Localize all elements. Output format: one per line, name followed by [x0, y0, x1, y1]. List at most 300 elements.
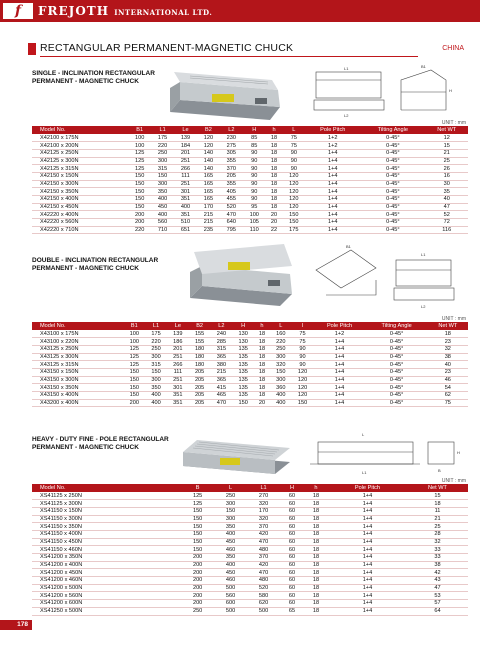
table-cell: 18 [304, 592, 328, 600]
table-cell: 110 [243, 226, 266, 234]
table-cell: 200 [181, 600, 214, 608]
table-cell: 125 [128, 149, 151, 157]
model-number-cell: XS41200 x 350N [32, 554, 181, 562]
table-cell: 18 [304, 538, 328, 546]
table-cell: 560 [214, 592, 247, 600]
table-cell: 1+4 [328, 577, 407, 585]
column-header: L1 [247, 484, 280, 492]
table-row [32, 345, 468, 353]
column-header: Net WT [407, 484, 468, 492]
model-number-cell: XS41150 x 450N [32, 538, 181, 546]
table-cell: 250 [145, 345, 167, 353]
svg-text:B1: B1 [346, 244, 351, 249]
table-cell: 320 [270, 361, 292, 369]
table-cell: 18 [266, 196, 283, 204]
table-cell: 60 [280, 577, 304, 585]
table-cell: 205 [189, 384, 211, 392]
table-cell: 1+4 [328, 530, 407, 538]
table-cell: 0-45° [366, 345, 428, 353]
logo-letter: f [14, 3, 22, 19]
table-cell: 315 [145, 361, 167, 369]
column-header: H [232, 322, 254, 330]
table-cell: 0-45° [360, 203, 425, 211]
table-cell: 18 [254, 353, 270, 361]
table-cell: 32 [428, 345, 468, 353]
table-row [32, 569, 468, 577]
table-cell: 15 [407, 492, 468, 500]
table-cell: 62 [428, 392, 468, 400]
table-cell: 215 [197, 211, 220, 219]
table-cell: 300 [145, 376, 167, 384]
table-cell: 450 [214, 538, 247, 546]
table-row [32, 211, 468, 219]
table-cell: 0-45° [366, 338, 428, 346]
table-cell: 18 [254, 392, 270, 400]
table-cell: 201 [174, 149, 197, 157]
table-cell: 47 [425, 203, 468, 211]
svg-text:L: L [362, 432, 365, 437]
table-cell: 150 [181, 515, 214, 523]
table-cell: 1+4 [305, 149, 360, 157]
table-cell: 1+4 [313, 384, 365, 392]
table-cell: 235 [197, 226, 220, 234]
table-cell: 150 [181, 538, 214, 546]
table-cell: 1+4 [305, 165, 360, 173]
table-cell: 95 [243, 203, 266, 211]
page-title: RECTANGULAR PERMANENT-MAGNETIC CHUCK [40, 42, 294, 54]
table-cell: 1+4 [328, 546, 407, 554]
section-1-title-line2: PERMANENT - MAGNETIC CHUCK [32, 78, 139, 85]
table-cell: 75 [292, 338, 314, 346]
table-cell: 400 [145, 392, 167, 400]
table-cell: 200 [181, 561, 214, 569]
section-2-title-line1: DOUBLE - INCLINATION RECTANGULAR [32, 257, 159, 264]
column-header: Tilting Angle [366, 322, 428, 330]
column-header: Model No. [32, 322, 123, 330]
header-bar [0, 0, 480, 22]
table-cell: 150 [214, 507, 247, 515]
table-cell: 355 [220, 180, 243, 188]
table-cell: 120 [197, 134, 220, 142]
table-cell: 180 [189, 353, 211, 361]
table-cell: 20 [266, 211, 283, 219]
table-row [32, 600, 468, 608]
table-cell: 500 [214, 584, 247, 592]
table-cell: 205 [220, 172, 243, 180]
table-cell: 90 [282, 157, 305, 165]
table-cell: 300 [145, 353, 167, 361]
model-number-cell: X43150 x 350N [32, 384, 123, 392]
column-header: L2 [220, 126, 243, 134]
table-cell: 64 [407, 607, 468, 615]
table-cell: 251 [174, 157, 197, 165]
table-cell: 150 [282, 211, 305, 219]
table-cell: 350 [145, 384, 167, 392]
table-cell: 1+4 [305, 180, 360, 188]
table-cell: 0-45° [366, 384, 428, 392]
single-inclination-chuck-diagram [306, 62, 468, 120]
table-cell: 125 [181, 500, 214, 508]
column-header: H [243, 126, 266, 134]
table-cell: 1+4 [328, 507, 407, 515]
table-cell: 1+4 [313, 399, 365, 407]
table-cell: 520 [247, 584, 280, 592]
column-header: Pole Pitch [328, 484, 407, 492]
table-cell: 1+2 [305, 134, 360, 142]
table-row [32, 523, 468, 531]
table-cell: 42 [407, 569, 468, 577]
model-number-cell: X43100 x 175N [32, 330, 123, 338]
table-cell: 400 [214, 530, 247, 538]
table-cell: 300 [151, 157, 174, 165]
table-cell: 405 [220, 188, 243, 196]
table-cell: 60 [280, 523, 304, 531]
table-cell: 28 [407, 530, 468, 538]
column-header: l [292, 322, 314, 330]
table-cell: 90 [282, 149, 305, 157]
column-header: L2 [211, 322, 233, 330]
table-cell: 33 [407, 546, 468, 554]
table-cell: 0-45° [360, 226, 425, 234]
table-cell: 1+4 [328, 500, 407, 508]
table-cell: 130 [232, 338, 254, 346]
model-number-cell: X43150 x 400N [32, 392, 123, 400]
table-row [32, 172, 468, 180]
table-cell: 135 [232, 361, 254, 369]
table-cell: 0-45° [360, 134, 425, 142]
table-cell: 139 [167, 330, 189, 338]
column-header: B1 [128, 126, 151, 134]
table-cell: 54 [428, 384, 468, 392]
table-cell: 1+4 [328, 492, 407, 500]
table-cell: 60 [280, 530, 304, 538]
table-cell: 300 [214, 515, 247, 523]
table-cell: 60 [280, 538, 304, 546]
table-cell: 170 [197, 203, 220, 211]
table-row [32, 515, 468, 523]
table-cell: 220 [128, 226, 151, 234]
table-cell: 35 [425, 188, 468, 196]
table-cell: 201 [167, 345, 189, 353]
table-cell: 365 [211, 353, 233, 361]
table-cell: 370 [247, 554, 280, 562]
model-number-cell: X43150 x 150N [32, 368, 123, 376]
table-cell: 400 [270, 392, 292, 400]
column-header: h [266, 126, 283, 134]
brand-logo [3, 3, 33, 19]
table-cell: 32 [407, 538, 468, 546]
table-cell: 420 [247, 561, 280, 569]
table-cell: 560 [151, 219, 174, 227]
table-cell: 470 [220, 211, 243, 219]
model-number-cell: XS41200 x 450N [32, 569, 181, 577]
section-1-table [32, 126, 468, 234]
table-cell: 150 [128, 196, 151, 204]
table-cell: 90 [243, 149, 266, 157]
model-number-cell: X42150 x 300N [32, 180, 128, 188]
table-cell: 520 [220, 203, 243, 211]
column-header: L [270, 322, 292, 330]
table-cell: 30 [425, 180, 468, 188]
column-header: B2 [189, 322, 211, 330]
table-cell: 60 [280, 554, 304, 562]
table-row [32, 149, 468, 157]
table-cell: 1+2 [313, 330, 365, 338]
table-cell: 0-45° [360, 157, 425, 165]
table-cell: 85 [243, 142, 266, 150]
table-cell: 33 [407, 554, 468, 562]
table-cell: 251 [174, 180, 197, 188]
table-cell: 251 [167, 376, 189, 384]
table-cell: 18 [254, 338, 270, 346]
svg-text:L2: L2 [344, 113, 349, 118]
table-cell: 90 [243, 157, 266, 165]
table-cell: 350 [214, 554, 247, 562]
table-cell: 100 [128, 142, 151, 150]
table-cell: 215 [211, 368, 233, 376]
table-row [32, 500, 468, 508]
table-cell: 165 [197, 188, 220, 196]
column-header: H [280, 484, 304, 492]
table-cell: 165 [197, 196, 220, 204]
table-cell: 600 [214, 600, 247, 608]
table-cell: 46 [428, 376, 468, 384]
table-cell: 150 [145, 368, 167, 376]
table-cell: 250 [270, 345, 292, 353]
table-cell: 1+4 [305, 196, 360, 204]
table-cell: 90 [292, 345, 314, 353]
model-number-cell: X42220 x 710N [32, 226, 128, 234]
table-cell: 460 [214, 546, 247, 554]
model-number-cell: X42150 x 400N [32, 196, 128, 204]
table-cell: 205 [189, 368, 211, 376]
section-3-table [32, 484, 468, 616]
table-cell: 125 [181, 492, 214, 500]
table-cell: 0-45° [360, 165, 425, 173]
table-cell: 420 [247, 530, 280, 538]
title-marker [28, 43, 36, 55]
svg-text:L1: L1 [344, 66, 349, 71]
table-cell: 1+4 [305, 157, 360, 165]
table-cell: 710 [151, 226, 174, 234]
table-cell: 120 [282, 180, 305, 188]
table-row [32, 538, 468, 546]
table-cell: 18 [304, 561, 328, 569]
column-header: h [304, 484, 328, 492]
table-cell: 18 [428, 330, 468, 338]
table-cell: 1+4 [328, 554, 407, 562]
table-cell: 18 [254, 376, 270, 384]
column-header: L [282, 126, 305, 134]
table-cell: 240 [211, 330, 233, 338]
table-cell: 40 [428, 361, 468, 369]
table-cell: 120 [292, 368, 314, 376]
model-number-cell: X42150 x 150N [32, 172, 128, 180]
table-cell: 18 [304, 584, 328, 592]
svg-text:L1: L1 [421, 252, 426, 257]
model-number-cell: X43125 x 300N [32, 353, 123, 361]
table-cell: 465 [211, 392, 233, 400]
model-number-cell: X43125 x 250N [32, 345, 123, 353]
table-cell: 52 [425, 211, 468, 219]
model-number-cell: XS41200 x 500N [32, 584, 181, 592]
table-cell: 0-45° [360, 211, 425, 219]
section-2-title-line2: PERMANENT - MAGNETIC CHUCK [32, 265, 139, 272]
table-cell: 135 [232, 384, 254, 392]
model-number-cell: XS41200 x 600N [32, 600, 181, 608]
table-cell: 470 [247, 569, 280, 577]
table-cell: 90 [292, 361, 314, 369]
table-cell: 150 [128, 203, 151, 211]
column-header: Net WT [428, 322, 468, 330]
table-cell: 580 [247, 592, 280, 600]
table-cell: 300 [214, 500, 247, 508]
table-cell: 60 [280, 500, 304, 508]
table-cell: 135 [232, 368, 254, 376]
table-row [32, 157, 468, 165]
table-cell: 16 [425, 172, 468, 180]
table-row [32, 188, 468, 196]
section-2-table [32, 322, 468, 407]
table-cell: 360 [270, 384, 292, 392]
table-cell: 116 [425, 226, 468, 234]
table-cell: 1+4 [328, 569, 407, 577]
table-cell: 400 [214, 561, 247, 569]
table-cell: 300 [270, 353, 292, 361]
table-cell: 0-45° [366, 368, 428, 376]
table-cell: 135 [232, 376, 254, 384]
table-cell: 250 [181, 607, 214, 615]
table-cell: 111 [174, 172, 197, 180]
table-row [32, 165, 468, 173]
table-cell: 470 [211, 399, 233, 407]
table-cell: 53 [407, 592, 468, 600]
model-number-cell: X42125 x 315N [32, 165, 128, 173]
table-cell: 60 [280, 600, 304, 608]
table-cell: 220 [151, 142, 174, 150]
model-number-cell: X43150 x 300N [32, 376, 123, 384]
table-cell: 300 [151, 180, 174, 188]
table-cell: 300 [270, 376, 292, 384]
table-cell: 135 [232, 345, 254, 353]
table-cell: 200 [181, 577, 214, 585]
table-cell: 1+4 [305, 172, 360, 180]
table-cell: 251 [167, 353, 189, 361]
table-cell: 1+4 [313, 338, 365, 346]
model-number-cell: X43200 x 400N [32, 399, 123, 407]
table-cell: 186 [167, 338, 189, 346]
table-cell: 1+2 [305, 142, 360, 150]
table-row [32, 376, 468, 384]
table-cell: 60 [280, 515, 304, 523]
section-1-title [32, 70, 155, 86]
table-cell: 795 [220, 226, 243, 234]
table-cell: 60 [280, 592, 304, 600]
table-cell: 150 [123, 376, 145, 384]
table-cell: 105 [243, 219, 266, 227]
table-cell: 200 [181, 592, 214, 600]
table-cell: 400 [174, 203, 197, 211]
table-cell: 305 [220, 149, 243, 157]
brand-suffix: INTERNATIONAL LTD. [114, 8, 213, 17]
column-header: B2 [197, 126, 220, 134]
table-cell: 18 [304, 500, 328, 508]
section-1-unit: UNIT : mm [441, 120, 466, 126]
table-cell: 175 [145, 330, 167, 338]
table-cell: 0-45° [360, 172, 425, 180]
table-cell: 620 [247, 600, 280, 608]
table-cell: 12 [425, 134, 468, 142]
table-cell: 21 [425, 149, 468, 157]
table-row [32, 577, 468, 585]
model-number-cell: X43125 x 315N [32, 361, 123, 369]
table-cell: 100 [123, 338, 145, 346]
svg-text:L2: L2 [421, 304, 426, 309]
table-cell: 38 [428, 353, 468, 361]
table-cell: 351 [174, 196, 197, 204]
table-cell: 1+4 [328, 523, 407, 531]
table-cell: 72 [425, 219, 468, 227]
table-cell: 400 [145, 399, 167, 407]
table-row [32, 361, 468, 369]
table-cell: 1+4 [328, 592, 407, 600]
model-number-cell: X42150 x 450N [32, 203, 128, 211]
page-title-bar [28, 41, 418, 57]
table-cell: 1+4 [313, 392, 365, 400]
table-cell: 275 [220, 142, 243, 150]
table-cell: 18 [266, 142, 283, 150]
table-row [32, 530, 468, 538]
table-cell: 135 [232, 353, 254, 361]
table-cell: 125 [123, 345, 145, 353]
table-cell: 18 [266, 149, 283, 157]
table-row [32, 219, 468, 227]
table-cell: 0-45° [366, 392, 428, 400]
table-cell: 60 [280, 507, 304, 515]
model-number-cell: XS41150 x 150N [32, 507, 181, 515]
table-cell: 220 [145, 338, 167, 346]
svg-text:B1: B1 [421, 64, 426, 69]
table-cell: 135 [232, 392, 254, 400]
table-row [32, 338, 468, 346]
table-cell: 1+4 [305, 188, 360, 196]
table-cell: 205 [189, 392, 211, 400]
table-cell: 150 [181, 546, 214, 554]
table-row [32, 554, 468, 562]
table-cell: 18 [266, 172, 283, 180]
table-cell: 180 [189, 345, 211, 353]
table-cell: 120 [282, 196, 305, 204]
table-cell: 1+4 [305, 219, 360, 227]
table-cell: 165 [197, 172, 220, 180]
table-cell: 60 [280, 584, 304, 592]
column-header: Pole Pitch [313, 322, 365, 330]
table-cell: 200 [181, 584, 214, 592]
table-cell: 18 [304, 569, 328, 577]
table-cell: 0-45° [366, 361, 428, 369]
table-cell: 480 [247, 546, 280, 554]
table-cell: 150 [128, 180, 151, 188]
table-cell: 266 [174, 165, 197, 173]
table-cell: 140 [197, 149, 220, 157]
model-number-cell: XS41150 x 460N [32, 546, 181, 554]
table-row [32, 368, 468, 376]
model-number-cell: XS41250 x 500N [32, 607, 181, 615]
table-cell: 100 [243, 211, 266, 219]
table-cell: 150 [181, 523, 214, 531]
table-cell: 18 [254, 384, 270, 392]
table-cell: 23 [428, 338, 468, 346]
